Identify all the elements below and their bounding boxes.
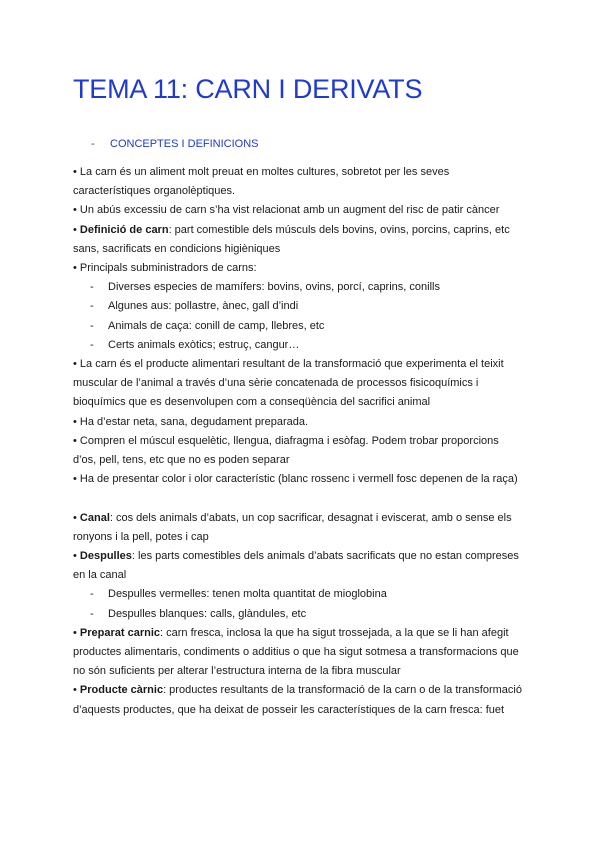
text-line: Compren el múscul esquelètic, llengua, diafragma i esòfag. Podem trobar proporcions — [79, 434, 499, 447]
bullet-line — [73, 432, 533, 451]
bullet-marker: • — [73, 415, 77, 428]
blank-line — [73, 489, 533, 508]
term-canal: Canal — [79, 511, 110, 524]
bullet-line — [73, 259, 533, 278]
bullet-marker: • — [73, 684, 77, 697]
continuation-line: bioquímics que es desenvolupen com a conseqüència del sacrifici animal — [73, 396, 431, 409]
continuation-line: muscular de l’animal a través d’una sèrie concatenada de processos fisicoquímics i — [73, 377, 479, 390]
sub-item — [73, 278, 533, 297]
bullet-line — [73, 547, 533, 566]
text-line: : les parts comestibles dels animals d’abats sacrificats que no estan compreses — [131, 550, 519, 563]
sub-item — [73, 585, 533, 604]
sub-item — [73, 317, 533, 336]
continuation-line: ronyons i la pell, potes i cap — [73, 530, 209, 543]
text-line: Un abús excessiu de carn s’ha vist relacionat amb un augment del risc de patir càncer — [79, 204, 500, 217]
bullet-line — [73, 355, 533, 374]
bullet-marker: • — [73, 166, 77, 178]
text-line: Despulles blanques: calls, glàndules, etc — [108, 607, 307, 620]
bullet-line — [73, 509, 533, 528]
bullet-line — [73, 221, 533, 240]
sub-dash: - — [90, 281, 94, 294]
bullet-marker: • — [73, 511, 77, 524]
bullet-line — [73, 413, 533, 432]
text-line: : productes resultants de la transformació de la carn o de la transformació — [163, 684, 522, 697]
text-line: : carn fresca, inclosa la que ha sigut trossejada, a la que se li han afegit — [160, 626, 509, 639]
sub-dash: - — [90, 300, 94, 313]
continuation-line: no són suficients per alterar l’estructura interna de la fibra muscular — [73, 665, 401, 678]
bullet-line — [73, 163, 533, 182]
text-line: La carn és un aliment molt preuat en moltes cultures, sobretot per les seves — [79, 166, 450, 178]
continuation-line: productes alimentaris, condiments o additius o que ha sigut sotmesa a transformacions que — [73, 646, 519, 659]
sub-dash: - — [90, 338, 94, 351]
bullet-marker: • — [73, 223, 77, 236]
term-producte-carnic: Producte càrnic — [79, 684, 164, 697]
bullet-marker: • — [73, 473, 77, 486]
term-despulles: Despulles — [79, 550, 132, 563]
text-line: Ha d’estar neta, sana, degudament preparada. — [79, 415, 309, 428]
text-line: : part comestible dels músculs dels bovins, ovins, porcins, caprins, etc — [168, 223, 510, 236]
section-dash: - — [91, 138, 95, 150]
bullet-line — [73, 470, 533, 489]
text-line: Certs animals exòtics; estruç, cangur… — [108, 338, 300, 351]
text-line: Algunes aus: pollastre, ànec, gall d’indi — [108, 300, 299, 313]
text-line: Ha de presentar color i olor característic (blanc rossenc i vermell fosc depenen de la raça) — [79, 473, 518, 486]
bullet-marker: • — [73, 434, 77, 447]
section-heading — [91, 138, 259, 150]
bullet-marker: • — [73, 262, 77, 275]
term-preparat-carnic: Preparat carnic — [79, 626, 161, 639]
sub-dash: - — [90, 588, 94, 601]
text-line: Animals de caça: conill de camp, llebres, etc — [108, 319, 325, 332]
page-title: TEMA 11: CARN I DERIVATS — [73, 74, 423, 104]
text-line: La carn és el producte alimentari resultant de la transformació que experimenta el teixit — [79, 358, 504, 371]
bullet-marker: • — [73, 550, 77, 563]
text-line: Diverses especies de mamífers: bovins, ovins, porcí, caprins, conills — [108, 281, 440, 294]
section-label: CONCEPTES I DEFINICIONS — [110, 138, 259, 150]
continuation-line: característiques organolèptiques. — [73, 185, 236, 198]
bullet-marker: • — [73, 626, 77, 639]
sub-item — [73, 336, 533, 355]
term-definicio-carn: Definició de carn — [79, 223, 169, 236]
bullet-marker: • — [73, 204, 77, 217]
text-line: : cos dels animals d’abats, un cop sacrificar, desagnat i eviscerat, amb o sense els — [109, 511, 512, 524]
continuation-line: en la canal — [73, 569, 127, 582]
bullet-line — [73, 624, 533, 643]
bullet-line — [73, 201, 533, 220]
document-body — [73, 163, 533, 720]
bullet-line — [73, 681, 533, 700]
text-line: Despulles vermelles: tenen molta quantitat de mioglobina — [108, 588, 387, 601]
sub-item — [73, 297, 533, 316]
continuation-line: d’aquests productes, que ha deixat de posseir les característiques de la carn fresca: fuet — [73, 703, 505, 716]
sub-dash: - — [90, 319, 94, 332]
continuation-line: d’os, pell, tens, etc que no es poden separar — [73, 454, 290, 467]
sub-dash: - — [90, 607, 94, 620]
sub-item — [73, 605, 533, 624]
text-line: Principals subministradors de carns: — [79, 262, 257, 275]
bullet-marker: • — [73, 358, 77, 371]
continuation-line: sans, sacrificats en condicions higièniques — [73, 242, 281, 255]
